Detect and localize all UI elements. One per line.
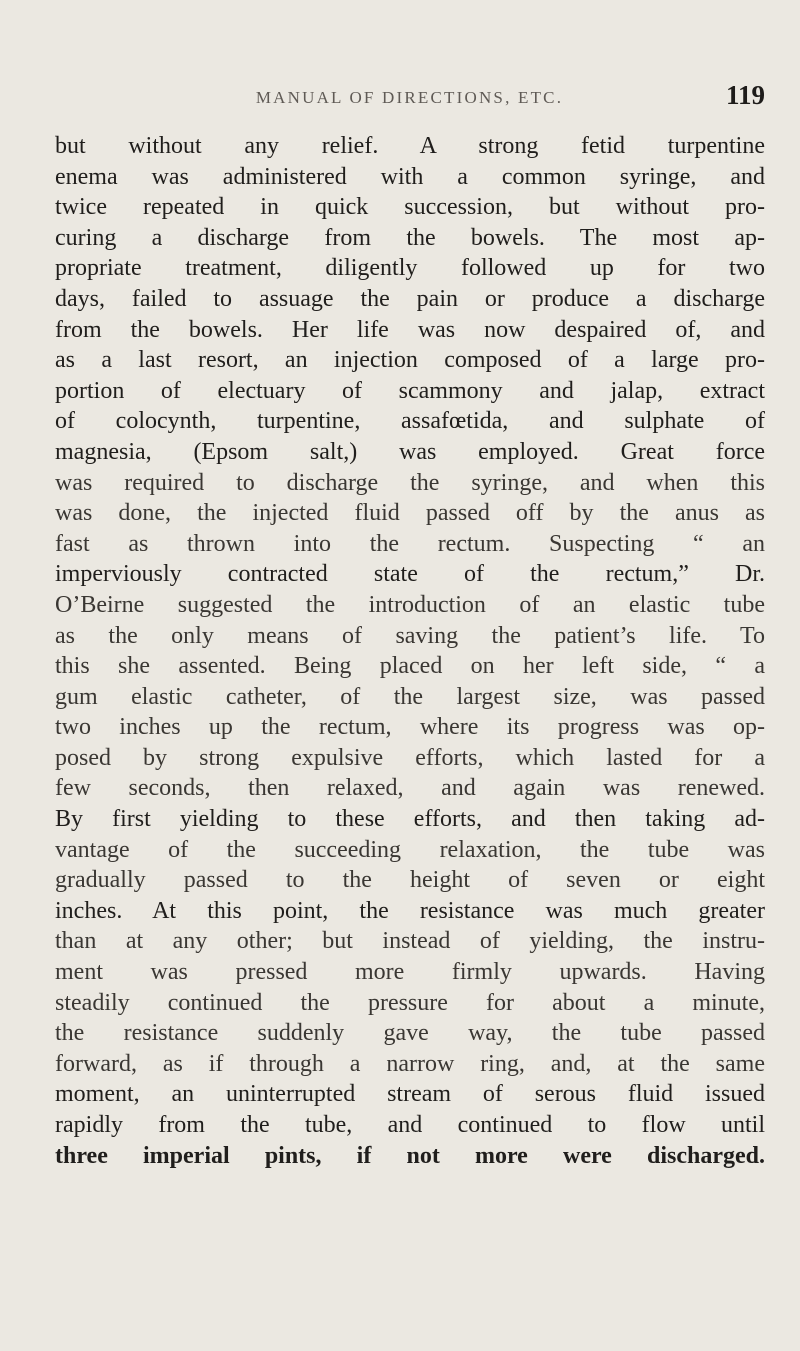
text-line: ment was pressed more firmly upwards. Having [55,959,765,986]
text-line: but without any relief. A strong fetid turpentine [55,133,765,159]
text-line: posed by strong expulsive efforts, which lasted for a [55,744,765,771]
text-line: days, failed to assuage the pain or produce a discharge [55,285,765,312]
text-line: than at any other; but instead of yielding, the instru- [55,928,765,955]
text-line: twice repeated in quick succession, but without pro- [55,194,765,221]
page-number: 119 [725,80,765,110]
text-line: gum elastic catheter, of the largest size, was passed [55,683,765,710]
text-line: imperviously contracted state of the rectum,” Dr. [55,561,765,588]
text-line: as a last resort, an injection composed of a large pro- [55,347,765,374]
text-line: this she assented. Being placed on her left side, “ a [55,653,765,680]
text-line: was done, the injected fluid passed off by the anus as [55,500,765,527]
text-line: from the bowels. Her life was now despaired of, and [55,316,765,343]
text-line: vantage of the succeeding relaxation, the tube was [55,836,765,863]
text-line: portion of electuary of scammony and jalap, extract [55,377,765,404]
text-line: as the only means of saving the patient’s life. To [55,622,765,649]
text-line: propriate treatment, diligently followed up for two [55,255,765,282]
text-line: inches. At this point, the resistance was much greater [55,897,765,924]
text-line: By first yielding to these efforts, and then taking ad- [55,806,765,833]
text-line: curing a discharge from the bowels. The most ap- [55,224,765,251]
text-line: was required to discharge the syringe, and when this [55,469,765,496]
text-line: rapidly from the tube, and continued to flow until [55,1112,765,1138]
text-line: two inches up the rectum, where its progress was op- [55,714,765,741]
text-line: O’Beirne suggested the introduction of an elastic tube [55,591,765,618]
running-title: MANUAL OF DIRECTIONS, ETC. [255,88,564,107]
text-line: forward, as if through a narrow ring, and, at the same [55,1050,765,1077]
text-line: enema was administered with a common syringe, and [55,163,765,190]
text-line: moment, an uninterrupted stream of serous fluid issued [55,1081,765,1108]
text-line: fast as thrown into the rectum. Suspecting “ an [55,530,765,557]
text-line: steadily continued the pressure for about a minute, [55,989,765,1016]
text-line: of colocynth, turpentine, assafœtida, and sulphate of [55,408,765,435]
text-line: the resistance suddenly gave way, the tube passed [55,1020,765,1047]
text-line: gradually passed to the height of seven or eight [55,867,765,894]
running-head [54,80,765,120]
text-line: magnesia, (Epsom salt,) was employed. Great force [55,438,765,465]
text-line: few seconds, then relaxed, and again was renewed. [55,775,765,802]
text-line: three imperial pints, if not more were discharged. [55,1142,765,1169]
body-text [55,131,765,1171]
